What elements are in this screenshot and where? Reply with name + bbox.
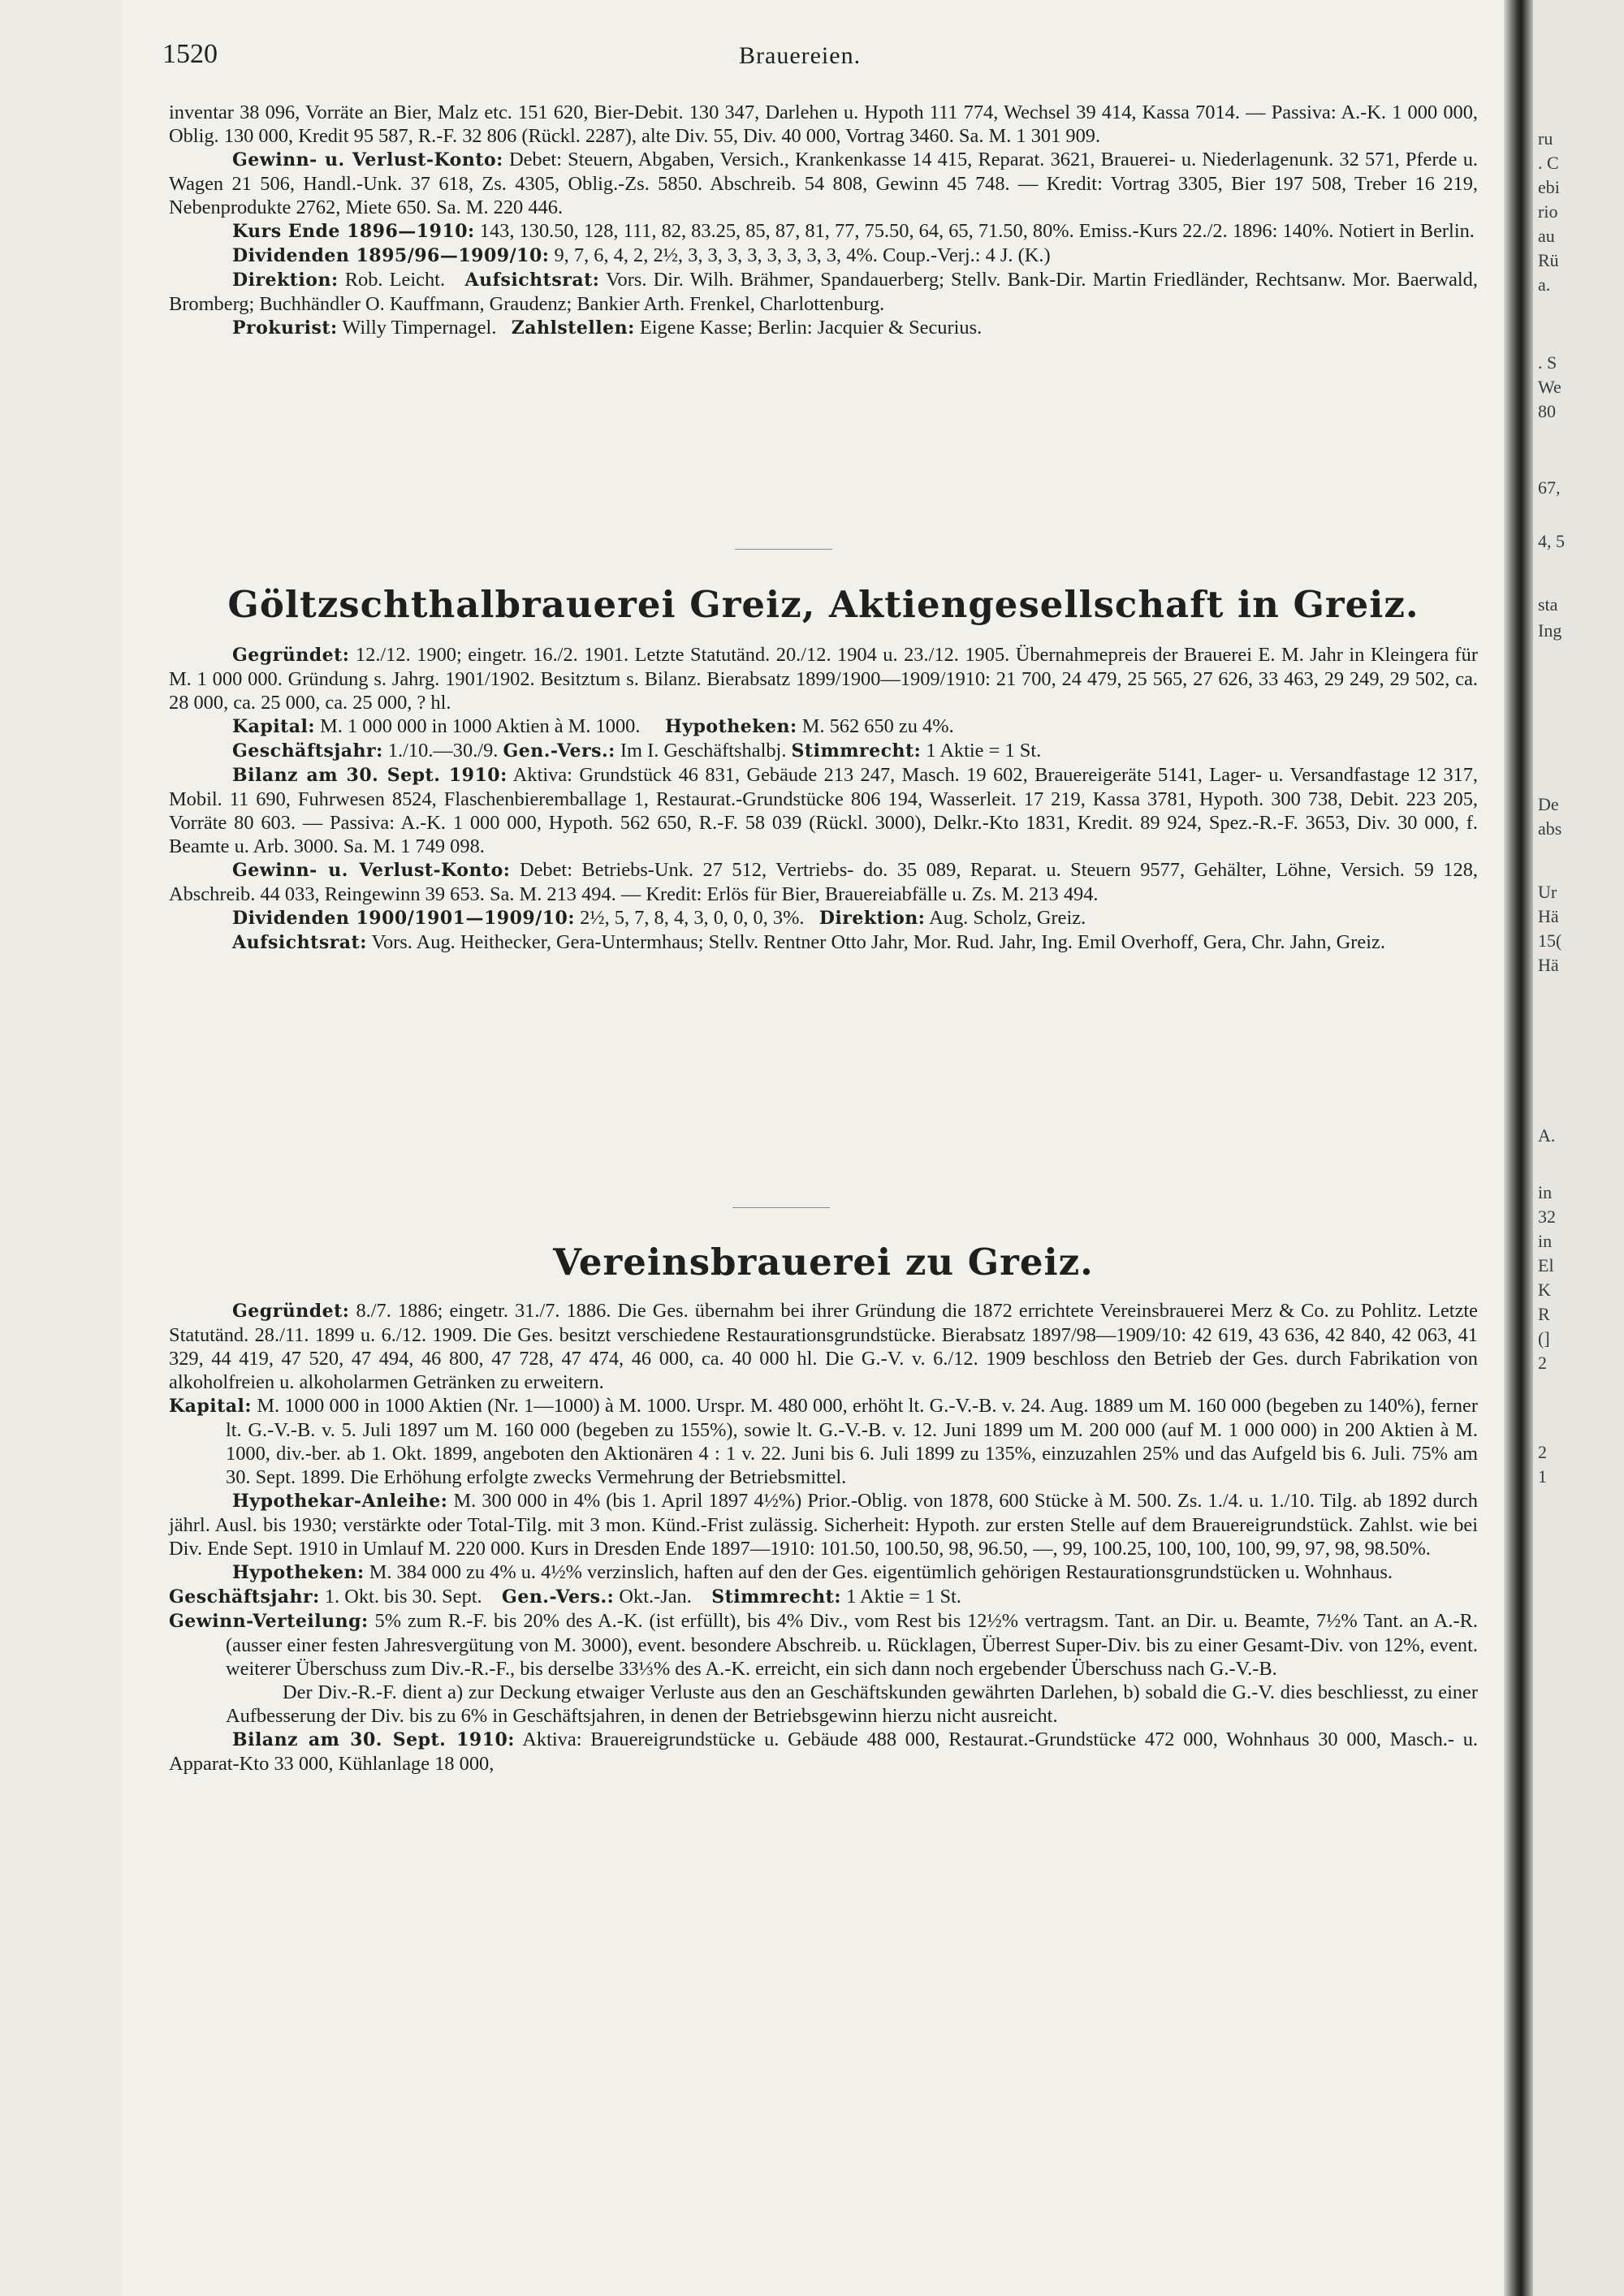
adjacent-fragment: Rü: [1538, 250, 1559, 270]
mortgage-bond: [169, 1489, 1478, 1560]
adjacent-fragment: ebi: [1538, 177, 1560, 197]
profit-distribution: [169, 1609, 1478, 1681]
field-label: Dividenden 1895/96—1909/10:: [232, 245, 550, 266]
adjacent-fragment: a.: [1538, 274, 1551, 295]
adjacent-fragment: . C: [1538, 153, 1559, 173]
field-label: Gewinn- u. Verlust-Konto:: [232, 860, 511, 881]
adjacent-fragment: in: [1538, 1182, 1553, 1202]
adjacent-fragment: 1: [1538, 1466, 1547, 1487]
adjacent-fragment: abs: [1538, 818, 1562, 839]
adjacent-fragment: 2: [1538, 1442, 1547, 1462]
adjacent-fragment: 32: [1538, 1206, 1556, 1227]
field-label: Kapital:: [169, 1396, 253, 1417]
field-text: 1 Aktie = 1 St.: [926, 740, 1042, 762]
field-label: Gegründet:: [232, 645, 350, 666]
field-text: Aktiva: Grundstück 46 831, Gebäude 213 247, Masch. 19 602, Brauereigeräte 5141, Lager- u. Versandfastage 12 317, Mobil. 11 690, Fuhrwesen 8524, Flaschenbieremballage 1, Restaurat.-Grundstücke 806 194, Wasserleit. 17 219, Kassa 3781, Hypoth. 300 738, Debit. 223 205, Vorräte 80 603. — Passiva: A.-K. 1 000 000, Hypoth. 562 650, R.-F. 58 039 (Rückl. 3000), Delkr.-Kto 1831, Kredit. 89 924, Spez.-R.-F. 3653, Div. 30 000, f. Beamte u. Arb. 3000. Sa. M. 1 749 098.: [169, 764, 1479, 857]
dividend-reserve-fund: Der Div.-R.-F. dient a) zur Deckung etwaiger Verluste aus den an Geschäftskunden gewährten Darlehen, b) sobald die G.-V. dies beschliesst, zu einer Aufbesserung der Div. bis zu 6% in Geschäftsjahren, in denen der Betriebsgewinn hierzu nicht ausreicht.: [226, 1681, 1478, 1727]
field-text: 9, 7, 6, 4, 2, 2½, 3, 3, 3, 3, 3, 3, 3, 3, 4%. Coup.-Verj.: 4 J. (K.): [554, 244, 1051, 266]
adjacent-fragment: Hä: [1538, 955, 1559, 975]
field-text: M. 384 000 zu 4% u. 4½% verzinslich, haften auf den der Ges. eigentümlich gehörigen Restaurationsgrundstücken u. Wohnhaus.: [369, 1561, 1393, 1583]
field-label: Aufsichtsrat:: [464, 270, 600, 291]
founding: [169, 1299, 1478, 1394]
page-number: 1520: [162, 39, 218, 69]
adjacent-fragment: Hä: [1538, 906, 1559, 926]
running-head: [162, 39, 1494, 80]
adjacent-fragment: El: [1538, 1255, 1554, 1275]
mortgages: [169, 1560, 1478, 1585]
field-text: 143, 130.50, 128, 111, 82, 83.25, 85, 87, 81, 77, 75.50, 64, 65, 71.50, 80%. Emiss.-Kurs 22./2. 1896: 140%. Notiert in Berlin.: [479, 220, 1475, 242]
entry-goeltzschthal: [169, 643, 1478, 955]
authorized-officer: [169, 316, 1478, 340]
page-sheet: [122, 0, 1527, 2296]
adjacent-fragment: A.: [1538, 1125, 1556, 1146]
adjacent-fragment: Ur: [1538, 882, 1557, 902]
balance-continued: inventar 38 096, Vorräte an Bier, Malz etc. 151 620, Bier-Debit. 130 347, Darlehen u. Hypoth 111 774, Wechsel 39 414, Kassa 7014. — Passiva: A.-K. 1 000 000, Oblig. 130 000, Kredit 95 587, R.-F. 32 806 (Rückl. 2287), alte Div. 55, Div. 40 000, Vortrag 3460. Sa. M. 1 301 909.: [169, 101, 1478, 147]
profit-loss-account: [169, 148, 1478, 219]
field-label: Aufsichtsrat:: [232, 932, 367, 953]
field-label: Gegründet:: [232, 1301, 350, 1322]
balance-sheet: [169, 763, 1478, 858]
field-text: Willy Timpernagel.: [342, 317, 497, 339]
adjacent-fragment: au: [1538, 226, 1555, 246]
adjacent-fragment: K: [1538, 1280, 1551, 1300]
balance-sheet: [169, 1728, 1478, 1776]
field-text: Aug. Scholz, Greiz.: [929, 907, 1086, 929]
adjacent-fragment: (]: [1538, 1328, 1550, 1349]
field-label: Zahlstellen:: [511, 317, 635, 339]
field-label: Geschäftsjahr:: [169, 1586, 320, 1608]
adjacent-fragment: in: [1538, 1231, 1553, 1251]
field-text: 1 Aktie = 1 St.: [846, 1586, 961, 1608]
field-label: Gewinn-Verteilung:: [169, 1611, 369, 1632]
capital: [169, 1394, 1478, 1489]
field-label: Direktion:: [818, 908, 926, 929]
dividends: [169, 244, 1478, 268]
adjacent-fragment: ru: [1538, 128, 1553, 149]
field-text: M. 1000 000 in 1000 Aktien (Nr. 1—1000) à M. 1000. Urspr. M. 480 000, erhöht lt. G.-V.-B. v. 24. Aug. 1889 um M. 160 000 (begeben zu 140%), ferner lt. G.-V.-B. v. 5. Juli 1897 um M. 160 000 (begeben zu 155%), sowie lt. G.-V.-B. v. 12. Juni 1899 um M. 200 000 (auf M. 1 000 000) in 200 Aktien à M. 1000, div.-ber. ab 1. Okt. 1899, angeboten den Aktionären 4 : 1 v. 22. Juni bis 6. Juli 1899 zu 135%, einzuzahlen 25% und das Aufgeld bis 6. Juli. 75% am 30. Sept. 1899. Die Erhöhung erfolgte zwecks Vermehrung der Betriebsmittel.: [226, 1395, 1478, 1488]
field-text: 12./12. 1900; eingetr. 16./2. 1901. Letzte Statutänd. 20./12. 1904 u. 23./12. 1905. Übernahmepreis der Brauerei E. M. Jahr in Kleingera für M. 1 000 000. Gründung s. Jahrg. 1901/1902. Besitztum s. Bilanz. Bierabsatz 1899/1900—1909/1910: 21 700, 24 479, 25 565, 27 626, 33 463, 29 249, 29 502, ca. 28 000, ca. 25 000, ca. 25 000, ? hl.: [169, 644, 1478, 714]
field-label: Dividenden 1900/1901—1909/10:: [232, 908, 575, 929]
dividends: [169, 906, 1478, 930]
field-text: Debet: Steuern, Abgaben, Versich., Krankenkasse 14 415, Reparat. 3621, Brauerei- u. Niederlagenunk. 32 571, Pferde u. Wagen 21 506, Handl.-Unk. 37 618, Zs. 4305, Oblig.-Zs. 5850. Abschreib. 54 808, Gewinn 45 748. — Kredit: Vortrag 3305, Bier 197 508, Treber 16 219, Nebenprodukte 2762, Miete 650. Sa. M. 220 446.: [169, 149, 1478, 218]
founding: [169, 643, 1478, 714]
entry-vereinsbrauerei: [169, 1299, 1478, 1776]
field-text: Eigene Kasse; Berlin: Jacquier & Securius.: [639, 317, 983, 339]
field-text: Vors. Dir. Wilh. Brähmer, Spandauerberg; Stellv. Bank-Dir. Martin Friedländer, Rechtsanw. Mor. Baerwald, Bromberg; Buchhändler O. Kauffmann, Graudenz; Bankier Arth. Frenkel, Charlottenburg.: [169, 269, 1478, 315]
adjacent-fragment: . S: [1538, 352, 1557, 373]
adjacent-fragment: 80: [1538, 401, 1556, 421]
share-price-history: [169, 219, 1478, 244]
fiscal-year: [169, 739, 1478, 763]
field-label: Prokurist:: [232, 317, 338, 339]
adjacent-fragment: Ing: [1538, 620, 1562, 641]
field-label: Stimmrecht:: [711, 1586, 841, 1608]
field-text: 1./10.—30./9.: [387, 740, 499, 762]
field-label: Gen.-Vers.:: [502, 1586, 615, 1608]
company-title-goeltzschthal: Göltzschthalbrauerei Greiz, Aktiengesellschaft in Greiz.: [227, 583, 1419, 626]
running-head-title: Brauereien.: [739, 42, 862, 69]
adjacent-fragment: 4, 5: [1538, 531, 1565, 551]
company-title-vereinsbrauerei: Vereinsbrauerei zu Greiz.: [553, 1241, 1094, 1284]
field-label: Stimmrecht:: [791, 740, 922, 762]
field-label: Gen.-Vers.:: [503, 740, 615, 762]
field-label: Geschäftsjahr:: [232, 740, 383, 762]
field-text: M. 562 650 zu 4%.: [801, 715, 954, 737]
field-label: Hypotheken:: [232, 1562, 365, 1583]
field-text: 1. Okt. bis 30. Sept.: [324, 1586, 482, 1608]
field-label: Gewinn- u. Verlust-Konto:: [232, 149, 503, 170]
book-gutter: [1504, 0, 1533, 2296]
fiscal-year: [169, 1585, 1478, 1609]
field-label: Kurs Ende 1896—1910:: [232, 221, 475, 242]
previous-entry-continued: [169, 101, 1478, 340]
adjacent-fragment: 15(: [1538, 930, 1562, 951]
field-label: Direktion:: [232, 270, 339, 291]
section-divider: [735, 549, 832, 550]
field-label: Hypotheken:: [664, 716, 797, 737]
adjacent-fragment: We: [1538, 377, 1561, 397]
adjacent-fragment: 67,: [1538, 477, 1561, 498]
field-text: Vors. Aug. Heithecker, Gera-Untermhaus; Stellv. Rentner Otto Jahr, Mor. Rud. Jahr, Ing. Emil Overhoff, Gera, Chr. Jahn, Greiz.: [371, 931, 1385, 953]
adjacent-fragment: sta: [1538, 594, 1558, 615]
adjacent-fragment: rio: [1538, 201, 1558, 222]
field-text: 2½, 5, 7, 8, 4, 3, 0, 0, 0, 3%.: [580, 907, 805, 929]
management-board: [169, 268, 1478, 316]
field-text: Okt.-Jan.: [619, 1586, 692, 1608]
field-label: Kapital:: [232, 716, 316, 737]
profit-loss-account: [169, 858, 1478, 906]
field-text: Debet: Betriebs-Unk. 27 512, Vertriebs- do. 35 089, Reparat. u. Steuern 9577, Gehälter, Löhne, Versich. 59 128, Abschreib. 44 033, Reingewinn 39 653. Sa. M. 213 494. — Kredit: Erlös für Bier, Brauereiabfälle u. Zs. M. 213 494.: [169, 859, 1478, 905]
adjacent-fragment: De: [1538, 794, 1559, 814]
field-text: M. 300 000 in 4% (bis 1. April 1897 4½%) Prior.-Oblig. von 1878, 600 Stücke à M. 500. Zs. 1./4. u. 1./10. Tilg. ab 1892 durch jährl. Ausl. bis 1930; verstärkte oder Total-Tilg. mit 3 mon. Künd.-Frist zulässig. Sicherheit: Hypoth. zur ersten Stelle auf dem Brauereigrundstück. Zahlst. wie bei Div. Ende Sept. 1910 in Umlauf M. 220 000. Kurs in Dresden Ende 1897—1910: 101.50, 100.50, 98, 96.50, —, 99, 100.25, 100, 100, 100, 99, 97, 98, 98.50%.: [169, 1490, 1478, 1560]
adjacent-page: [1533, 0, 1624, 2296]
field-label: Hypothekar-Anleihe:: [232, 1491, 448, 1512]
adjacent-fragment: 2: [1538, 1353, 1547, 1373]
capital: [169, 714, 1478, 739]
field-text: 5% zum R.-F. bis 20% des A.-K. (ist erfüllt), bis 4% Div., vom Rest bis 12½% vertragsm. Tant. an Dir. u. Beamte, 7½% Tant. an A.-R. (ausser einer festen Jahresvergütung von M. 3000), event. besondere Abschreib. u. Rücklagen, Überrest Super-Div. bis zu einer Gesamt-Div. von 12%, event. weiterer Überschuss zum Div.-R.-F., bis derselbe 33⅓% des A.-K. erreicht, ein sich dann noch ergebender Überschuss nach G.-V.-B.: [226, 1610, 1478, 1680]
field-text: Aktiva: Brauereigrundstücke u. Gebäude 488 000, Restaurat.-Grundstücke 472 000, Wohnhaus 30 000, Masch.- u. Apparat-Kto 33 000, Kühlanlage 18 000,: [169, 1728, 1479, 1775]
supervisory-board: [169, 930, 1478, 955]
field-text: Rob. Leicht.: [344, 269, 446, 291]
field-text: 8./7. 1886; eingetr. 31./7. 1886. Die Ges. übernahm bei ihrer Gründung die 1872 errichtete Vereinsbrauerei Merz & Co. zu Pohlitz. Letzte Statutänd. 28./11. 1899 u. 6./12. 1909. Die Ges. besitzt verschiedene Restaurationsgrundstücke. Bierabsatz 1897/98—1909/10: 42 619, 43 636, 42 840, 42 063, 41 329, 44 419, 47 520, 47 494, 46 800, 47 728, 47 474, 46 000, ca. 40 000 hl. Die G.-V. v. 6./12. 1909 beschloss den Betrieb der Ges. durch Fabrikation von alkoholfreien u. alkoholarmen Getränken zu erweitern.: [169, 1300, 1478, 1393]
field-text: Im I. Geschäftshalbj.: [620, 740, 787, 762]
field-label: Bilanz am 30. Sept. 1910:: [232, 765, 508, 786]
adjacent-fragment: R: [1538, 1304, 1550, 1324]
field-text: M. 1 000 000 in 1000 Aktien à M. 1000.: [320, 715, 641, 737]
field-label: Bilanz am 30. Sept. 1910:: [232, 1729, 515, 1750]
section-divider: [732, 1207, 830, 1208]
